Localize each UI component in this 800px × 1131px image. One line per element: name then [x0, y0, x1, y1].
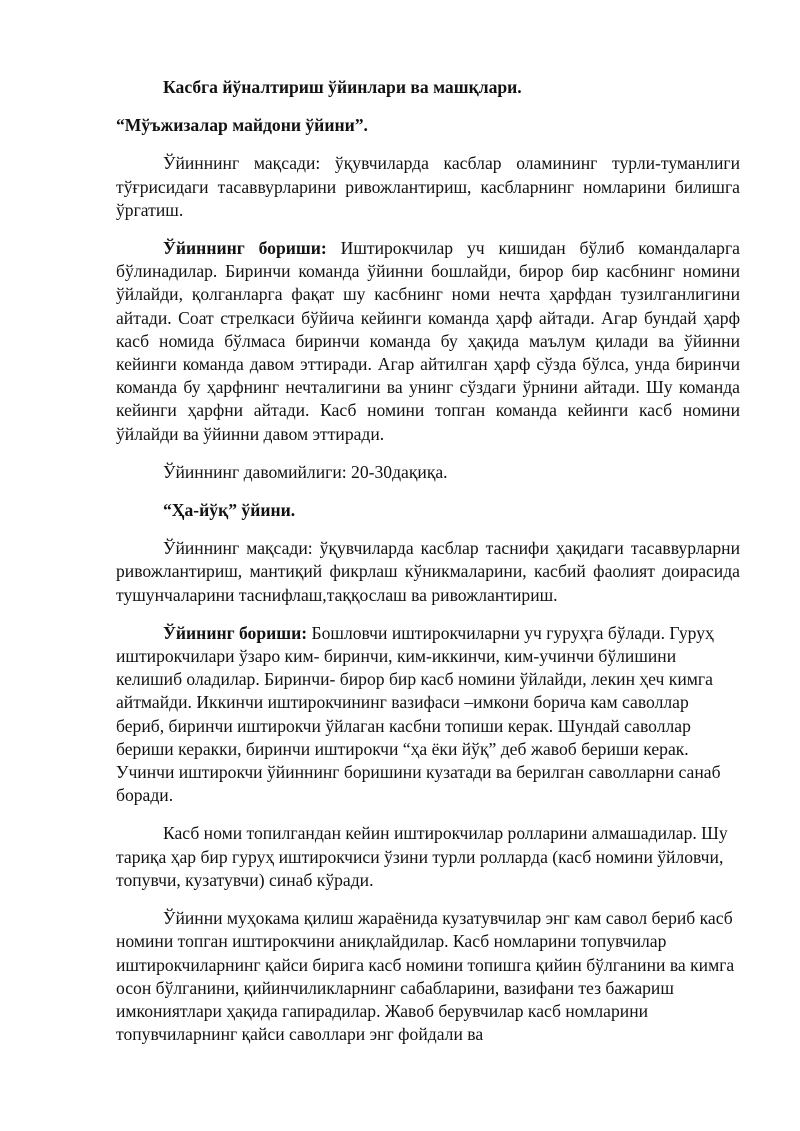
game1-rules-text: Иштирокчилар уч кишидан бўлиб командаларга бўлинадилар. Биринчи команда ўйинни бошлайди, бирор бир касбнинг номини ўйлайди, қолганларга фақат шу касбнинг номи нечта ҳарфдан тузилганлигини айтади. Соат стрелкаси бўйича кейинги команда ҳарф айтади. Агар бундай ҳарф касб номида бўлмаса биринчи команда бу ҳақида маълум қилади ва ўйинни кейинги команда давом эттиради. Агар айтилган ҳарф сўзда бўлса, унда биринчи команда бу ҳарфнинг нечталигини ва унинг сўздаги ўрнини айтади. Шу команда кейинги ҳарфни айтади. Касб номини топган команда кейинги касб номини ўйлайди ва ўйинни давом эттиради.	[116, 238, 740, 444]
game2-purpose: Ўйиннинг мақсади: ўқувчиларда касблар таснифи ҳақидаги тасаввурларни ривожлантириш, мантиқий фикрлаш кўникмаларини, касбий фаолият доирасида тушунчаларини таснифлаш,таққослаш ва ривожлантириш.	[116, 538, 740, 605]
game2-rules	[116, 622, 740, 808]
document-title: Касбга йўналтириш ўйинлари ва машқлари.	[163, 77, 522, 97]
game1-rules	[116, 237, 740, 446]
game2-discussion: Ўйинни муҳокама қилиш жараёнида кузатувчилар энг кам савол бериб касб номини топган иштирокчини аниқлайдилар. Касб номларини топувчилар иштирокчиларнинг қайси бирига касб номини топишга қийин бўлганини ва кимга осон бўлганини, қийинчиликларнинг сабабларини, вазифани тез бажариш имкониятлари ҳақида гапирадилар. Жавоб берувчилар касб номларини топувчиларнинг қайси саволлари энг фойдали ва	[116, 908, 735, 1045]
game1-duration: Ўйиннинг давомийлиги: 20-30дақиқа.	[163, 461, 448, 482]
game2-rules-text: Бошловчи иштирокчиларни уч гуруҳга бўлади. Гуруҳ иштирокчилари ўзаро ким- биринчи, ким-иккинчи, ким-учинчи бўлишини келишиб оладилар. Биринчи- бирор бир касб номини ўйлайди, лекин ҳеч кимга айтмайди. Иккинчи иштирокчининг вазифаси –имкони борича кам саволлар бериб, биринчи иштирокчи ўйлаган касбни топиши керак. Шундай саволлар бериши керакки, биринчи иштирокчи “ҳа ёки йўқ” деб жавоб бериши керак. Учинчи иштирокчи ўйиннинг боришини кузатади ва берилган саволларни санаб боради.	[116, 622, 721, 806]
game1-purpose: Ўйиннинг мақсади: ўқувчиларда касблар оламининг турли-туманлиги тўғрисидаги тасаввурларини ривожлантириш, касбларнинг номларини билишга ўргатиш.	[116, 153, 740, 220]
game2-heading: “Ҳа-йўқ” ўйини.	[163, 500, 296, 521]
game2-roles: Касб номи топилгандан кейин иштирокчилар ролларини алмашадилар. Шу тариқа ҳар бир гуруҳ иштирокчиси ўзини турли ролларда (касб номини ўйловчи, топувчи, кузатувчи) синаб кўради.	[116, 823, 728, 890]
game2-rules-label: Ўйининг бориши:	[163, 622, 308, 643]
game1-heading: “Мўъжизалар майдони ўйини”.	[116, 115, 368, 136]
game1-rules-label: Ўйиннинг бориши:	[163, 238, 327, 259]
document-body	[116, 76, 740, 1046]
